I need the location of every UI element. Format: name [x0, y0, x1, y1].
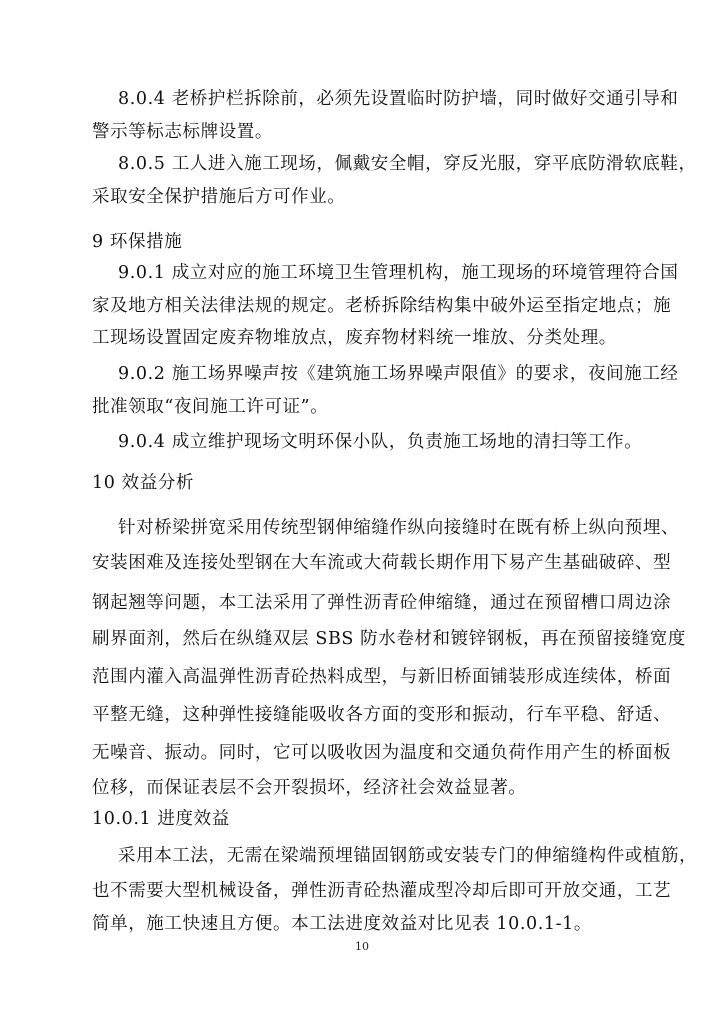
text-line: 位移，而保证表层不会开裂损坏，经济社会效益显著。 [92, 778, 527, 798]
text-line: 范围内灌入高温弹性沥青砼热料成型，与新旧桥面铺装形成连续体，桥面 [92, 667, 672, 687]
text-line: 简单，施工快速且方便。本工法进度效益对比见表 10.0.1-1。 [92, 914, 592, 934]
text-line: 无噪音、振动。同时，它可以吸收因为温度和交通负荷作用产生的桥面板 [92, 743, 672, 763]
text-line: 也不需要大型机械设备，弹性沥青砼热灌成型冷却后即可开放交通，工艺 [92, 881, 672, 901]
text-line: 采用本工法，无需在梁端预埋锚固钢筋或安装专门的伸缩缝构件或植筋， [118, 846, 698, 866]
text-line: 钢起翘等问题，本工法采用了弹性沥青砼伸缩缝，通过在预留槽口周边涂 [92, 593, 672, 613]
text-line: 9.0.4 成立维护现场文明环保小队，负责施工场地的清扫等工作。 [118, 432, 643, 452]
text-line: 8.0.5 工人进入施工现场，佩戴安全帽，穿反光服，穿平底防滑软底鞋， [118, 154, 697, 174]
text-line: 刷界面剂，然后在纵缝双层 SBS 防水卷材和镀锌钢板，再在预留接缝宽度 [92, 629, 686, 649]
text-line: 采取安全保护措施后方可作业。 [92, 187, 346, 207]
text-line: 针对桥梁拼宽采用传统型钢伸缩缝作纵向接缝时在既有桥上纵向预埋、 [118, 518, 680, 538]
page-number: 10 [355, 940, 369, 953]
section-heading: 10 效益分析 [92, 473, 195, 493]
text-line: 警示等标志标牌设置。 [92, 122, 273, 142]
section-heading: 10.0.1 进度效益 [92, 809, 230, 829]
text-line: 平整无缝，这种弹性接缝能吸收各方面的变形和振动，行车平稳、舒适、 [92, 705, 672, 725]
text-line: 9.0.2 施工场界噪声按《建筑施工场界噪声限值》的要求，夜间施工经 [118, 364, 679, 384]
text-line: 8.0.4 老桥护栏拆除前，必须先设置临时防护墙，同时做好交通引导和 [118, 89, 679, 109]
text-line: 9.0.1 成立对应的施工环境卫生管理机构，施工现场的环境管理符合国 [118, 263, 679, 283]
text-line: 家及地方相关法律法规的规定。老桥拆除结构集中破外运至指定地点；施 [92, 296, 672, 316]
text-line: 批准领取“夜间施工许可证”。 [92, 397, 329, 417]
text-line: 安装困难及连接处型钢在大车流或大荷载长期作用下易产生基础破碎、型 [92, 553, 672, 573]
text-line: 工现场设置固定废弃物堆放点，废弃物材料统一堆放、分类处理。 [92, 328, 617, 348]
section-heading: 9 环保措施 [92, 232, 183, 252]
